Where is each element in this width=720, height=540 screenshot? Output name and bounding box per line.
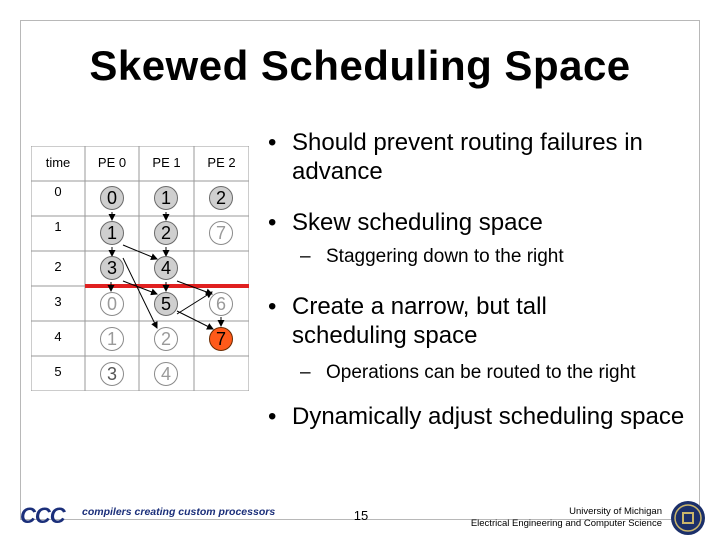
bullet-dot: •	[268, 293, 277, 320]
slide-title: Skewed Scheduling Space	[89, 42, 631, 89]
operation-node: 1	[154, 186, 178, 210]
operation-node: 6	[209, 292, 233, 316]
bullet-skew: Skew scheduling space	[292, 209, 543, 236]
highlighted-operation-node: 7	[209, 327, 233, 351]
time-label: 2	[54, 259, 62, 274]
time-label: 1	[54, 219, 62, 234]
bullet-prevent-routing: Should prevent routing failures in advance	[292, 129, 643, 185]
sub-bullet-staggering: Staggering down to the right	[326, 246, 564, 267]
operation-node: 4	[154, 362, 178, 386]
scheduling-grid	[31, 146, 249, 391]
operation-node: 7	[209, 221, 233, 245]
operation-node: 0	[100, 186, 124, 210]
bullet-dot: •	[268, 403, 277, 430]
university-credit	[440, 506, 662, 530]
sub-bullet-routed: Operations can be routed to the right	[326, 362, 636, 383]
university-name: University of Michigan	[569, 506, 662, 517]
operation-node: 0	[100, 292, 124, 316]
operation-node: 2	[154, 221, 178, 245]
operation-node: 1	[100, 327, 124, 351]
ccc-logo	[20, 503, 276, 531]
header-pe2: PE 2	[207, 155, 236, 170]
page-number: 15	[353, 508, 369, 523]
time-label: 5	[54, 364, 62, 379]
operation-node: 1	[100, 221, 124, 245]
header-pe1: PE 1	[152, 155, 181, 170]
logo-text: CCC	[20, 503, 65, 528]
bullet-dot: •	[268, 129, 277, 156]
sub-bullet-dash: –	[300, 246, 311, 267]
header-pe0: PE 0	[97, 155, 127, 170]
bullet-narrow-tall: Create a narrow, but tall scheduling space	[292, 293, 547, 349]
operation-node: 4	[154, 256, 178, 280]
operation-node: 3	[100, 362, 124, 386]
bullet-dynamic: Dynamically adjust scheduling space	[292, 403, 685, 430]
operation-node: 3	[100, 256, 124, 280]
operation-node: 2	[209, 186, 233, 210]
department-name: Electrical Engineering and Computer Science	[470, 518, 662, 529]
sub-bullet-dash: –	[300, 362, 311, 383]
logo-tagline: compilers creating custom processors	[82, 506, 276, 518]
university-seal-icon	[670, 500, 706, 536]
time-label: 3	[54, 294, 62, 309]
header-time: time	[45, 155, 71, 170]
operation-node: 5	[154, 292, 178, 316]
time-label: 0	[54, 184, 62, 199]
time-label: 4	[54, 329, 62, 344]
bullet-dot: •	[268, 209, 277, 236]
operation-node: 2	[154, 327, 178, 351]
